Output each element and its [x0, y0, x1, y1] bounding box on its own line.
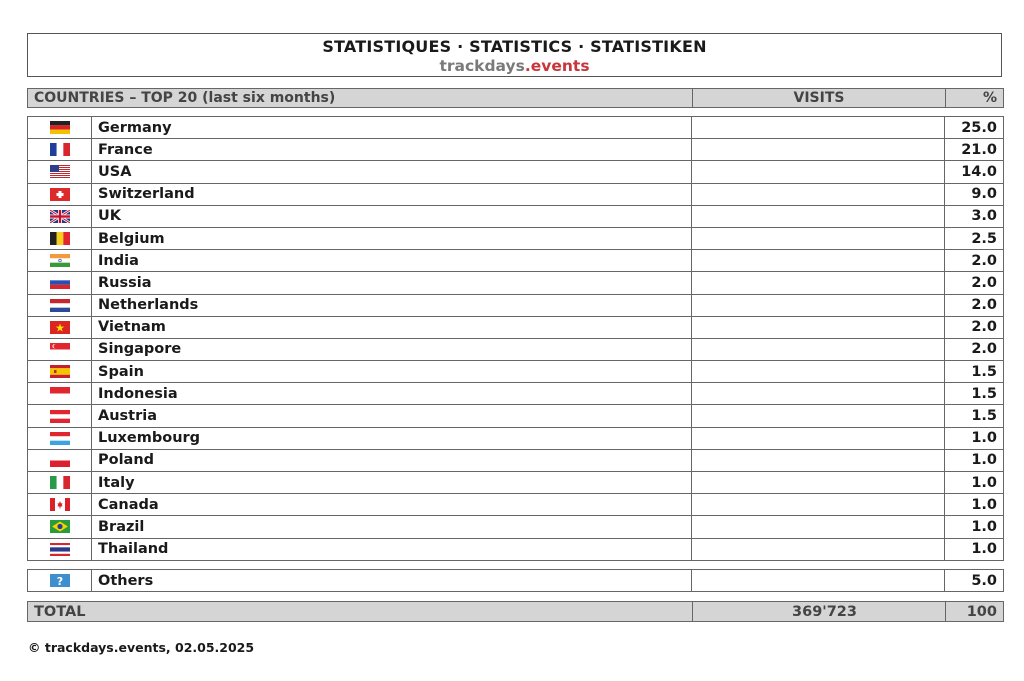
visits-cell: [692, 383, 945, 404]
visits-cell: [692, 161, 945, 182]
country-name: France: [92, 139, 692, 160]
table-row: [27, 184, 1004, 206]
flag-cell: [27, 450, 92, 471]
table-row: [27, 250, 1004, 272]
table-row: [27, 450, 1004, 472]
flag-india-icon: [50, 254, 70, 267]
question-mark-icon: [50, 574, 70, 587]
percent-value: 1.5: [945, 361, 1004, 382]
percent-value: 1.5: [945, 405, 1004, 426]
country-table: [27, 116, 1004, 561]
flag-indonesia-icon: [50, 387, 70, 400]
country-name: Belgium: [92, 228, 692, 249]
table-row: [27, 405, 1004, 427]
table-row: [27, 361, 1004, 383]
visits-cell: [692, 516, 945, 537]
visits-cell: [692, 570, 945, 591]
flag-cell: [27, 339, 92, 360]
flag-poland-icon: [50, 454, 70, 467]
footer-copyright: © trackdays.events, 02.05.2025: [28, 640, 255, 655]
country-name: Russia: [92, 272, 692, 293]
visits-cell: [692, 361, 945, 382]
table-row: [27, 206, 1004, 228]
flag-vietnam-icon: [50, 321, 70, 334]
country-name: Austria: [92, 405, 692, 426]
flag-singapore-icon: [50, 343, 70, 356]
table-row: [27, 472, 1004, 494]
table-row-others: [27, 570, 1004, 592]
flag-cell: [27, 206, 92, 227]
country-name: Others: [92, 570, 692, 591]
visits-cell: [692, 339, 945, 360]
flag-russia-icon: [50, 276, 70, 289]
country-name: Brazil: [92, 516, 692, 537]
flag-cell: [27, 405, 92, 426]
flag-cell: [27, 295, 92, 316]
flag-cell: [27, 570, 92, 591]
flag-cell: [27, 472, 92, 493]
flag-germany-icon: [50, 121, 70, 134]
brand-logo-text: [28, 57, 1001, 75]
flag-cell: [27, 516, 92, 537]
table-header: [27, 88, 1004, 108]
country-name: Switzerland: [92, 184, 692, 205]
percent-value: 1.0: [945, 516, 1004, 537]
table-row: [27, 161, 1004, 183]
percent-value: 2.0: [945, 295, 1004, 316]
visits-cell: [692, 206, 945, 227]
flag-cell: [27, 494, 92, 515]
flag-cell: [27, 539, 92, 560]
others-table: [27, 569, 1004, 592]
flag-cell: [27, 428, 92, 449]
flag-usa-icon: [50, 165, 70, 178]
flag-spain-icon: [50, 365, 70, 378]
flag-belgium-icon: [50, 232, 70, 245]
country-name: Thailand: [92, 539, 692, 560]
percent-value: 2.5: [945, 228, 1004, 249]
percent-value: 3.0: [945, 206, 1004, 227]
percent-value: 1.0: [945, 494, 1004, 515]
flag-austria-icon: [50, 410, 70, 423]
flag-cell: [27, 317, 92, 338]
country-name: Spain: [92, 361, 692, 382]
percent-value: 1.0: [945, 539, 1004, 560]
page-title: STATISTIQUES · STATISTICS · STATISTIKEN: [322, 37, 707, 56]
visits-cell: [692, 494, 945, 515]
flag-luxembourg-icon: [50, 432, 70, 445]
flag-cell: [27, 361, 92, 382]
visits-cell: [692, 272, 945, 293]
flag-cell: [27, 383, 92, 404]
percent-value: 1.0: [945, 472, 1004, 493]
flag-thailand-icon: [50, 543, 70, 556]
total-visits: 369'723: [693, 602, 946, 621]
flag-italy-icon: [50, 476, 70, 489]
percent-value: 2.0: [945, 250, 1004, 271]
country-name: Canada: [92, 494, 692, 515]
header-box: [27, 33, 1002, 77]
visits-cell: [692, 139, 945, 160]
column-header-visits: VISITS: [693, 89, 946, 107]
country-name: Vietnam: [92, 317, 692, 338]
flag-cell: [27, 228, 92, 249]
column-header-countries: COUNTRIES – TOP 20 (last six months): [28, 89, 693, 107]
total-row: [27, 601, 1004, 622]
country-name: Netherlands: [92, 295, 692, 316]
visits-cell: [692, 405, 945, 426]
visits-cell: [692, 450, 945, 471]
flag-cell: [27, 250, 92, 271]
flag-netherlands-icon: [50, 299, 70, 312]
flag-cell: [27, 272, 92, 293]
percent-value: 1.0: [945, 428, 1004, 449]
svg-text:?: ?: [56, 575, 63, 588]
column-header-percent: %: [982, 90, 997, 106]
percent-value: 2.0: [945, 339, 1004, 360]
percent-value: 14.0: [945, 161, 1004, 182]
flag-brazil-icon: [50, 520, 70, 533]
percent-value: 2.0: [945, 317, 1004, 338]
table-row: [27, 539, 1004, 561]
percent-value: 5.0: [945, 570, 1004, 591]
visits-cell: [692, 250, 945, 271]
country-name: Poland: [92, 450, 692, 471]
table-row: [27, 272, 1004, 294]
table-row: [27, 228, 1004, 250]
flag-france-icon: [50, 143, 70, 156]
visits-cell: [692, 228, 945, 249]
visits-cell: [692, 184, 945, 205]
visits-cell: [692, 539, 945, 560]
percent-value: 9.0: [945, 184, 1004, 205]
visits-cell: [692, 428, 945, 449]
table-row: [27, 295, 1004, 317]
flag-cell: [27, 161, 92, 182]
country-name: UK: [92, 206, 692, 227]
visits-cell: [692, 295, 945, 316]
flag-cell: [27, 139, 92, 160]
table-row: [27, 139, 1004, 161]
percent-value: 1.0: [945, 450, 1004, 471]
percent-value: 21.0: [945, 139, 1004, 160]
table-row: [27, 494, 1004, 516]
flag-canada-icon: [50, 498, 70, 511]
table-row: [27, 383, 1004, 405]
flag-cell: [27, 184, 92, 205]
table-row: [27, 516, 1004, 538]
country-name: Germany: [92, 117, 692, 138]
table-row: [27, 428, 1004, 450]
flag-uk-icon: [50, 210, 70, 223]
visits-cell: [692, 472, 945, 493]
table-row: [27, 339, 1004, 361]
percent-value: 1.5: [945, 383, 1004, 404]
visits-cell: [692, 317, 945, 338]
table-row: [27, 317, 1004, 339]
percent-value: 25.0: [945, 117, 1004, 138]
visits-cell: [692, 117, 945, 138]
percent-value: 2.0: [945, 272, 1004, 293]
country-name: Italy: [92, 472, 692, 493]
country-name: Indonesia: [92, 383, 692, 404]
country-name: India: [92, 250, 692, 271]
flag-cell: [27, 117, 92, 138]
flag-switzerland-icon: [50, 188, 70, 201]
brand-name: trackdays: [439, 57, 525, 75]
country-name: Singapore: [92, 339, 692, 360]
country-name: Luxembourg: [92, 428, 692, 449]
country-name: USA: [92, 161, 692, 182]
table-row: [27, 117, 1004, 139]
brand-suffix: .events: [524, 57, 590, 75]
total-label: TOTAL: [28, 602, 693, 621]
total-percent: 100: [966, 603, 997, 620]
